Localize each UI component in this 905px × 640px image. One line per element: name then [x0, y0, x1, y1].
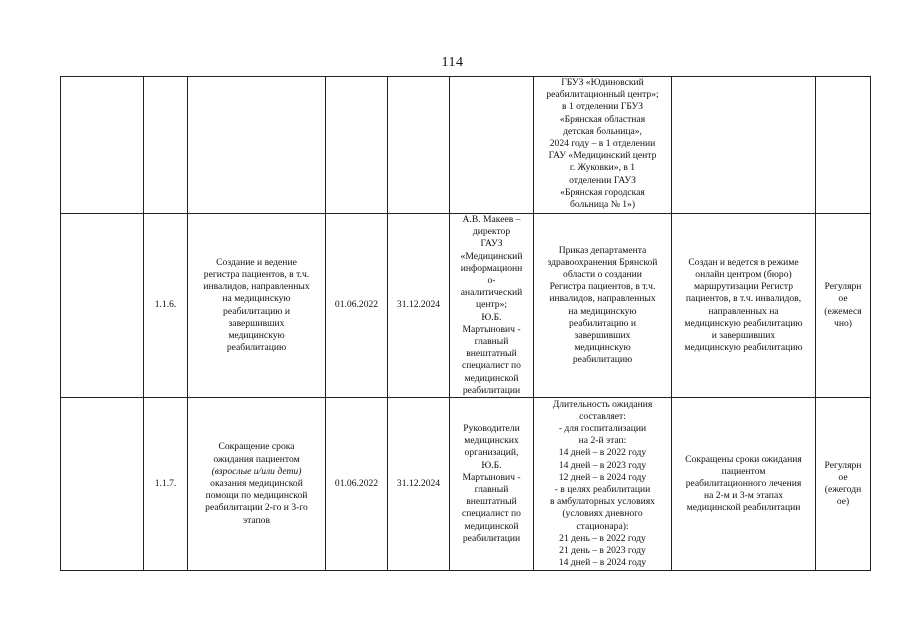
- text-line: больница № 1»): [569, 199, 636, 211]
- page-number: 114: [441, 55, 464, 70]
- text-line: этапов: [242, 514, 271, 526]
- text-line: на 2-м и 3-м этапах: [704, 490, 783, 502]
- text-line: на медицинскую: [222, 293, 291, 305]
- text-line: реабилитации: [462, 532, 521, 544]
- text-line: оказания медицинской: [210, 477, 303, 489]
- text-line: 21 день – в 2022 году: [559, 532, 646, 544]
- start-date-cell: 01.06.2022: [326, 398, 388, 571]
- text-line: здравоохранения Брянской: [547, 256, 658, 268]
- text-line: медицинской: [464, 372, 519, 384]
- text-line: ГАУ «Медицинский центр: [548, 150, 657, 162]
- text-line: Регулярн: [824, 281, 862, 293]
- text-line: и завершивших: [711, 329, 776, 341]
- text-line: стационара):: [576, 520, 629, 532]
- activity-name-cell: [188, 398, 326, 571]
- activity-name-italic: (взрослые и/или дети): [211, 465, 302, 477]
- text-line: медицинскую: [228, 329, 285, 341]
- text-line: центр»;: [475, 299, 508, 311]
- text-line: специалист по: [462, 508, 521, 520]
- text-line: Ю.Б.: [481, 459, 502, 471]
- activity-name-text: [190, 478, 323, 527]
- text-line: ГАУЗ: [480, 238, 503, 250]
- text-line: на медицинскую: [568, 305, 637, 317]
- table-row: [61, 398, 871, 571]
- text-line: завершивших: [228, 317, 285, 329]
- text-line: реабилитации: [462, 384, 521, 396]
- text-line: Длительность ожидания: [552, 398, 653, 410]
- activity-name-cell: [188, 77, 326, 214]
- text-line: медицинских: [464, 435, 519, 447]
- text-line: ое: [838, 471, 848, 483]
- text-line: «Брянская областная: [559, 113, 646, 125]
- start-date-cell: 01.06.2022: [326, 214, 388, 398]
- text-line: на 2-й этап:: [578, 435, 627, 447]
- text-line: внештатный: [466, 348, 517, 360]
- text-line: медицинскую реабилитацию: [684, 317, 803, 329]
- text-line: реабилитационного лечения: [685, 477, 802, 489]
- text-line: А.В. Макеев –: [462, 214, 521, 225]
- text-line: реабилитацию: [226, 342, 287, 354]
- text-line: медицинской реабилитации: [686, 502, 801, 514]
- text-line: главный: [474, 484, 509, 496]
- text-line: реабилитационный центр»;: [546, 89, 659, 101]
- text-line: о-: [487, 275, 496, 287]
- text-line: 21 день – в 2023 году: [559, 545, 646, 557]
- text-line: (условиях дневного: [562, 508, 643, 520]
- text-line: направленных на: [708, 305, 779, 317]
- text-line: маршрутизации Регистр: [694, 281, 793, 293]
- group-cell: [61, 398, 144, 571]
- text-line: медицинскую реабилитацию: [684, 342, 803, 354]
- result-cell: [672, 398, 816, 571]
- text-line: помощи по медицинской: [205, 490, 308, 502]
- text-line: медицинскую: [574, 342, 631, 354]
- text-line: - в целях реабилитации: [554, 484, 651, 496]
- text-line: директор: [472, 226, 511, 238]
- frequency-cell: [816, 77, 871, 214]
- text-line: 12 дней – в 2024 году: [558, 471, 647, 483]
- group-cell: [61, 77, 144, 214]
- text-line: пациентов, в т.ч. инвалидов,: [685, 293, 802, 305]
- responsible-cell: [450, 398, 534, 571]
- result-cell: [672, 77, 816, 214]
- text-line: пациентом: [721, 465, 766, 477]
- text-line: 14 дней – в 2023 году: [558, 459, 647, 471]
- document-cell: [534, 77, 672, 214]
- text-line: Руководители: [463, 423, 520, 435]
- text-line: в амбулаторных условиях: [550, 496, 655, 508]
- text-line: отделении ГАУЗ: [569, 174, 636, 186]
- text-line: 2024 году – в 1 отделении: [549, 138, 656, 150]
- text-line: 14 дней – в 2024 году: [558, 557, 647, 569]
- text-line: реабилитацию и: [569, 317, 636, 329]
- text-line: ГБУЗ «Юдиновский: [561, 77, 644, 88]
- text-line: инвалидов, направленных: [549, 293, 656, 305]
- start-date-cell: [326, 77, 388, 214]
- text-line: «Брянская городская: [560, 186, 645, 198]
- group-cell: [61, 214, 144, 398]
- text-line: Мартынович -: [462, 471, 521, 483]
- table-row: [61, 77, 871, 214]
- end-date-cell: 31.12.2024: [388, 398, 450, 571]
- text-line: главный: [474, 336, 509, 348]
- text-line: ое): [836, 496, 850, 508]
- action-plan-table: [60, 76, 871, 571]
- document-cell: [534, 214, 672, 398]
- item-number-cell: [144, 77, 188, 214]
- text-line: составляет:: [579, 410, 626, 422]
- text-line: Регистра пациентов, в т.ч.: [549, 281, 656, 293]
- item-number-cell: 1.1.7.: [144, 398, 188, 571]
- text-line: чно): [834, 317, 852, 329]
- text-line: реабилитацию: [572, 354, 633, 366]
- text-line: медицинской: [464, 520, 519, 532]
- activity-name-cell: [188, 214, 326, 398]
- text-line: Создан и ведется в режиме: [688, 256, 799, 268]
- table-row: [61, 214, 871, 398]
- text-line: ожидания пациентом: [213, 453, 300, 465]
- frequency-cell: [816, 398, 871, 571]
- text-line: завершивших: [574, 329, 631, 341]
- text-line: (ежемеся: [824, 305, 862, 317]
- text-line: внештатный: [466, 496, 517, 508]
- result-cell: [672, 214, 816, 398]
- end-date-cell: 31.12.2024: [388, 214, 450, 398]
- activity-name-text: [190, 441, 323, 465]
- text-line: Ю.Б.: [481, 311, 502, 323]
- text-line: Мартынович -: [462, 323, 521, 335]
- text-line: Создание и ведение: [216, 256, 297, 268]
- text-line: ое: [838, 293, 848, 305]
- text-line: Приказ департамента: [558, 244, 647, 256]
- text-line: онлайн центром (бюро): [695, 268, 792, 280]
- text-line: в 1 отделении ГБУЗ: [561, 101, 644, 113]
- text-line: области о создании: [563, 268, 642, 280]
- text-line: регистра пациентов, в т.ч.: [203, 268, 310, 280]
- frequency-cell: [816, 214, 871, 398]
- text-line: реабилитации 2-го и 3-го: [205, 502, 308, 514]
- responsible-cell: [450, 77, 534, 214]
- text-line: информационн: [460, 262, 523, 274]
- text-line: Регулярн: [824, 459, 862, 471]
- text-line: организаций,: [464, 447, 519, 459]
- end-date-cell: [388, 77, 450, 214]
- text-line: 14 дней – в 2022 году: [558, 447, 647, 459]
- text-line: Сокращение срока: [218, 441, 295, 453]
- text-line: детская больница»,: [563, 125, 642, 137]
- text-line: реабилитацию и: [223, 305, 290, 317]
- text-line: - для госпитализации: [558, 423, 647, 435]
- text-line: «Медицинский: [460, 250, 523, 262]
- text-line: специалист по: [462, 360, 521, 372]
- responsible-cell: [450, 214, 534, 398]
- document-cell: [534, 398, 672, 571]
- text-line: инвалидов, направленных: [203, 281, 310, 293]
- text-line: Сокращены сроки ожидания: [685, 453, 802, 465]
- item-number-cell: 1.1.6.: [144, 214, 188, 398]
- text-line: (ежегодн: [824, 484, 862, 496]
- text-line: аналитический: [460, 287, 523, 299]
- text-line: г. Жуковки», в 1: [569, 162, 636, 174]
